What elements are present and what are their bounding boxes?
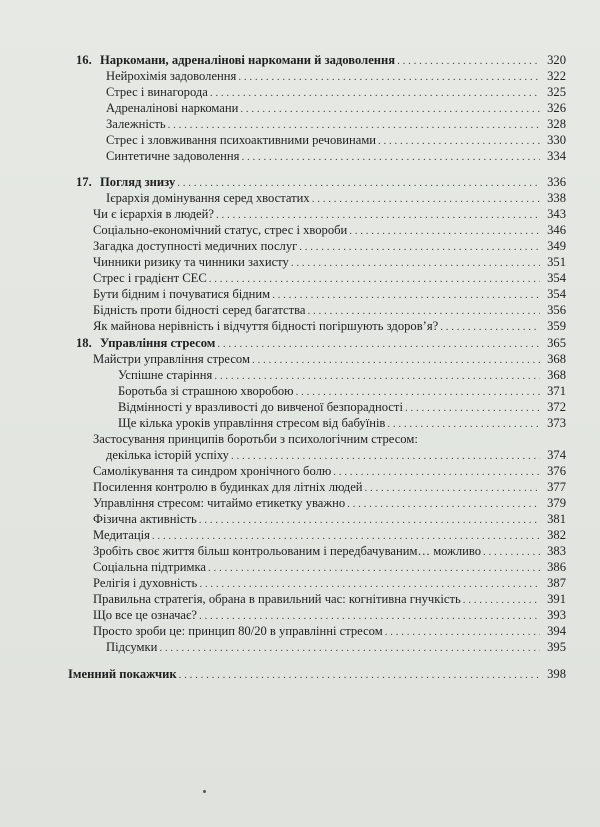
toc-entry-page: 326 (547, 101, 566, 115)
toc-entry-page: 371 (547, 384, 566, 398)
toc-entry-title: Підсумки (106, 640, 158, 654)
toc-entry (93, 463, 566, 479)
toc-entry (93, 270, 566, 286)
dot-leader (210, 85, 540, 101)
toc-entry-title: декілька історій успіху (106, 448, 229, 462)
toc-entry-title: Просто зроби це: принцип 80/20 в управлінні стресом (93, 624, 383, 638)
index-entry-page: 398 (547, 667, 566, 681)
toc-entry-page: 351 (547, 255, 566, 269)
toc-entry-title: Нейрохімія задоволення (106, 69, 237, 83)
toc-entry-title: Посилення контролю в будинках для літніх людей (93, 480, 363, 494)
toc-entry-title: Соціально-економічний статус, стрес і хвороби (93, 223, 348, 237)
toc-entry-page: 386 (547, 560, 566, 574)
dot-leader (397, 53, 540, 69)
toc-entry-title: Чи є ієрархія в людей? (93, 207, 214, 221)
dot-leader (231, 448, 540, 464)
dot-leader (216, 207, 540, 223)
dot-leader (272, 287, 540, 303)
toc-entry (118, 415, 566, 431)
index-entry-title: Іменний покажчик (68, 667, 177, 681)
dot-leader (252, 352, 540, 368)
toc-entry (93, 238, 566, 254)
toc-entry (106, 190, 566, 206)
toc-entry-page: 379 (547, 496, 566, 510)
dot-leader (387, 416, 540, 432)
toc-entry-title: Бути бідним і почуватися бідним (93, 287, 271, 301)
dot-leader (307, 303, 540, 319)
toc-entry (93, 559, 566, 575)
toc-entry-title: Зробіть своє життя більш контрольованим і передбачуваним… можливо (93, 544, 482, 558)
toc-entry-page: 387 (547, 576, 566, 590)
toc-entry (106, 148, 566, 164)
toc-entry-page: 395 (547, 640, 566, 654)
chapter-18-heading (76, 335, 566, 351)
toc-entry (93, 543, 566, 559)
chapter-17-heading (76, 174, 566, 190)
chapter-16-heading (76, 52, 566, 68)
dot-leader (240, 101, 540, 117)
dot-leader (209, 271, 540, 287)
dot-leader (299, 239, 540, 255)
dot-leader (440, 319, 540, 335)
dot-leader (385, 624, 540, 640)
dot-leader (217, 336, 540, 352)
toc-entry-page: 328 (547, 117, 566, 131)
index-entry (68, 666, 566, 682)
toc-entry-page: 354 (547, 271, 566, 285)
toc-entry-page: 376 (547, 464, 566, 478)
toc-entry-page: 382 (547, 528, 566, 542)
dot-leader (199, 608, 540, 624)
toc-entry-page: 349 (547, 239, 566, 253)
toc-entry-title: Правильна стратегія, обрана в правильний час: когнітивна гнучкість (93, 592, 461, 606)
toc-entry-page: 368 (547, 368, 566, 382)
toc-entry (93, 318, 566, 334)
chapter-16-number: 16. (76, 53, 92, 67)
toc-entry (93, 575, 566, 591)
toc-entry (106, 639, 566, 655)
chapter-17-number: 17. (76, 175, 92, 189)
toc-entry-page: 394 (547, 624, 566, 638)
toc-entry-page: 377 (547, 480, 566, 494)
toc-entry-title: Загадка доступності медичних послуг (93, 239, 298, 253)
chapter-16-title: Наркомани, адреналінові наркомани й задоволення (100, 53, 396, 67)
chapter-17-title: Погляд знизу (100, 175, 176, 189)
toc-entry-page: 330 (547, 133, 566, 147)
toc-entry-title: Майстри управління стресом (93, 352, 250, 366)
dot-leader (483, 544, 540, 560)
toc-entry-page: 359 (547, 319, 566, 333)
toc-entry-title: Стрес і винагорода (106, 85, 208, 99)
toc-entry-page: 343 (547, 207, 566, 221)
toc-entry (106, 68, 566, 84)
dot-leader (179, 667, 540, 683)
chapter-18-page: 365 (547, 336, 566, 350)
toc-entry (93, 222, 566, 238)
dot-leader (463, 592, 540, 608)
toc-entry-page: 381 (547, 512, 566, 526)
toc-entry (93, 206, 566, 222)
dot-leader (378, 133, 540, 149)
dot-leader (296, 384, 540, 400)
toc-entry-page: 338 (547, 191, 566, 205)
toc-entry-title: Стрес і градієнт СЕС (93, 271, 207, 285)
toc-entry (118, 367, 566, 383)
print-speck (203, 790, 206, 793)
dot-leader (349, 223, 540, 239)
toc-entry-page: 325 (547, 85, 566, 99)
toc-entry (106, 84, 566, 100)
dot-leader (199, 576, 540, 592)
toc-entry-page: 346 (547, 223, 566, 237)
toc-entry-title: Що все це означає? (93, 608, 197, 622)
toc-entry (106, 100, 566, 116)
toc-entry-page: 372 (547, 400, 566, 414)
toc-entry (118, 399, 566, 415)
toc-entry (93, 351, 566, 367)
toc-entry-title: Медитація (93, 528, 150, 542)
toc-entry-title: Ієрархія домінування серед хвостатих (106, 191, 310, 205)
toc-entry-title: Боротьба зі страшною хворобою (118, 384, 294, 398)
toc-entry-page: 356 (547, 303, 566, 317)
toc-entry (93, 431, 566, 447)
chapter-17-page: 336 (547, 175, 566, 189)
dot-leader (241, 149, 540, 165)
dot-leader (333, 464, 540, 480)
dot-leader (152, 528, 540, 544)
dot-leader (238, 69, 540, 85)
toc-entry (106, 132, 566, 148)
toc-entry-title: Управління стресом: читаймо етикетку уважно (93, 496, 346, 510)
toc-entry-title: Самолікування та синдром хронічного болю (93, 464, 332, 478)
dot-leader (347, 496, 540, 512)
toc-entry (106, 447, 566, 463)
toc-entry-title: Релігія і духовність (93, 576, 198, 590)
toc-entry (93, 254, 566, 270)
toc-entry (93, 607, 566, 623)
toc-entry-page: 334 (547, 149, 566, 163)
dot-leader (365, 480, 540, 496)
toc-entry (106, 116, 566, 132)
toc-entry-page: 393 (547, 608, 566, 622)
toc-entry (93, 302, 566, 318)
toc-entry (118, 383, 566, 399)
toc-entry-page: 373 (547, 416, 566, 430)
toc-entry-title: Відмінності у вразливості до вивченої безпорадності (118, 400, 403, 414)
toc-entry-page: 322 (547, 69, 566, 83)
dot-leader (312, 191, 540, 207)
toc-entry (93, 286, 566, 302)
toc-entry-title: Фізична активність (93, 512, 197, 526)
dot-leader (214, 368, 540, 384)
toc-entry-title: Стрес і зловживання психоактивними речовинами (106, 133, 377, 147)
chapter-16-page: 320 (547, 53, 566, 67)
dot-leader (177, 175, 540, 191)
toc-entry-title: Залежність (106, 117, 166, 131)
toc-entry-title: Ще кілька уроків управління стресом від бабуїнів (118, 416, 386, 430)
toc-entry (93, 623, 566, 639)
dot-leader (199, 512, 540, 528)
dot-leader (159, 640, 540, 656)
toc-entry (93, 495, 566, 511)
chapter-18-title: Управління стресом (100, 336, 216, 350)
toc-entry-title: Соціальна підтримка (93, 560, 206, 574)
toc-entry-title: Бідність проти бідності серед багатства (93, 303, 306, 317)
dot-leader (208, 560, 540, 576)
toc-entry-title: Як майнова нерівність і відчуття бідності погіршують здоров’я? (93, 319, 439, 333)
dot-leader (168, 117, 540, 133)
toc-entry (93, 479, 566, 495)
toc-entry-title: Синтетичне задоволення (106, 149, 240, 163)
toc-entry (93, 591, 566, 607)
chapter-18-number: 18. (76, 336, 92, 350)
toc-entry-title: Успішне старіння (118, 368, 213, 382)
toc-entry (93, 527, 566, 543)
toc-entry-page: 368 (547, 352, 566, 366)
toc-entry-title: Адреналінові наркомани (106, 101, 239, 115)
dot-leader (291, 255, 540, 271)
toc-entry-page: 354 (547, 287, 566, 301)
toc-entry-page: 374 (547, 448, 566, 462)
toc-entry-page: 383 (547, 544, 566, 558)
toc-entry-title: Застосування принципів боротьби з психологічним стресом: (93, 432, 418, 446)
dot-leader (405, 400, 540, 416)
toc-entry-page: 391 (547, 592, 566, 606)
toc-entry (93, 511, 566, 527)
toc-entry-title: Чинники ризику та чинники захисту (93, 255, 289, 269)
